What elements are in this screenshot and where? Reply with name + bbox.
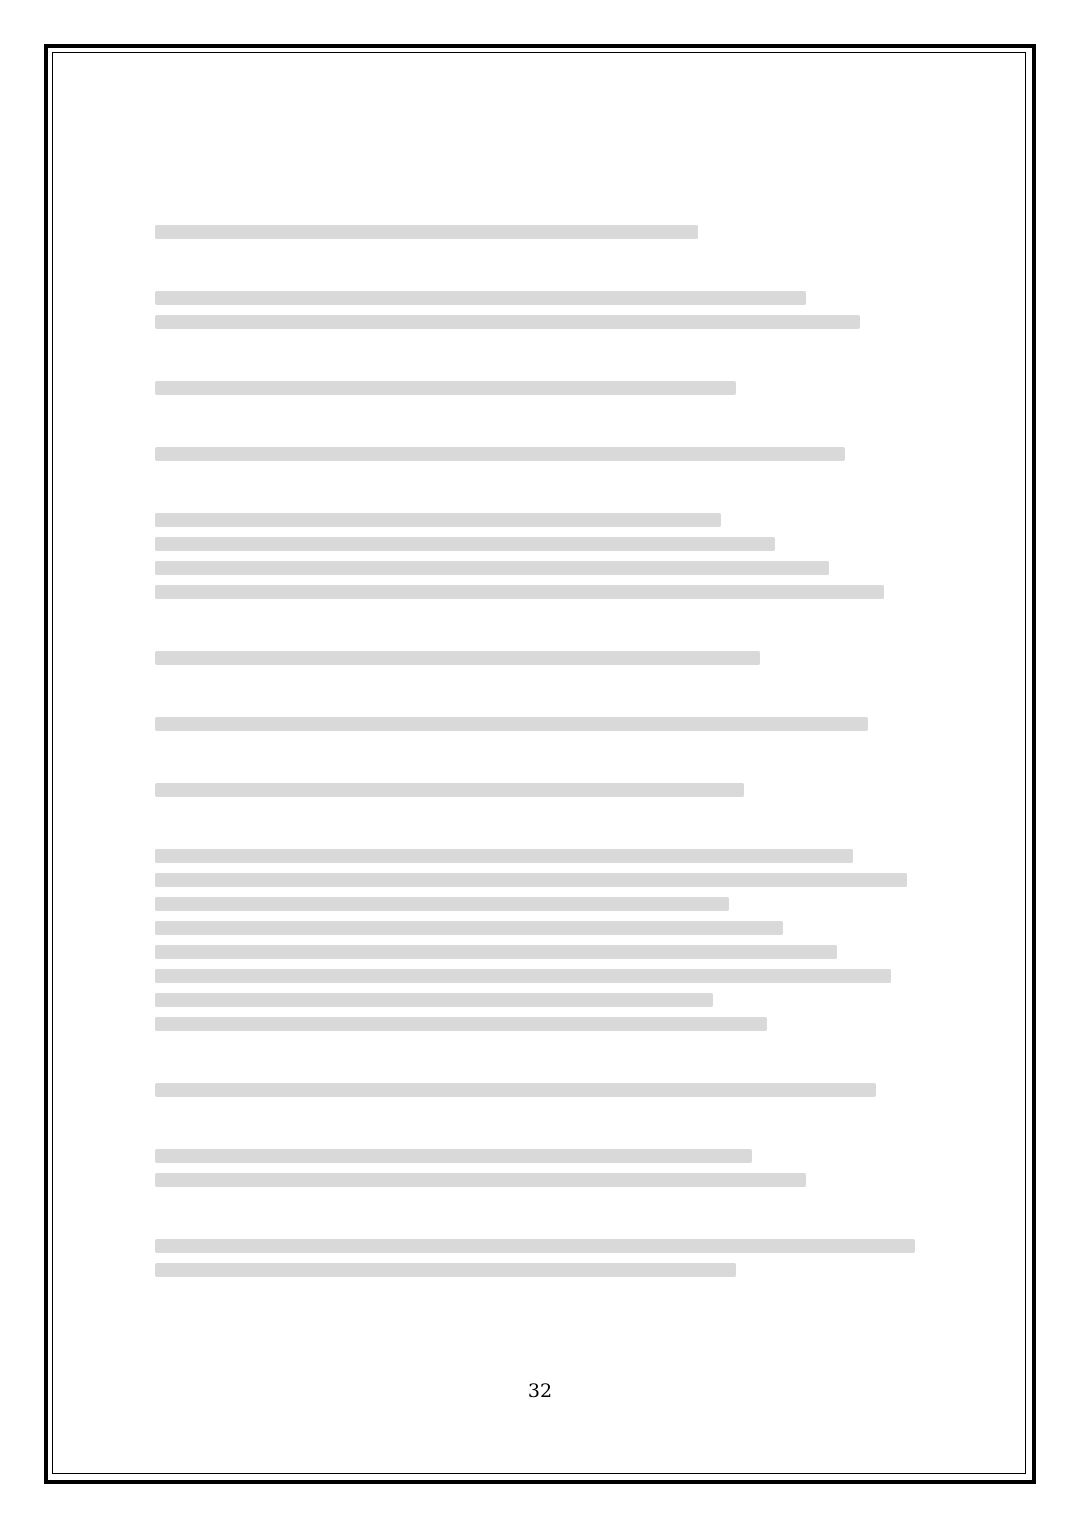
body-text-redacted [155,215,930,1286]
redacted-text-line [155,1239,915,1253]
paragraph-gap [155,740,930,773]
redacted-text-line [155,1083,876,1097]
redacted-text-line [155,945,837,959]
redacted-text-line [155,561,829,575]
redacted-text-line [155,1173,806,1187]
redacted-text-line [155,315,860,329]
redacted-text-line [155,513,721,527]
paragraph-gap [155,674,930,707]
paragraph-gap [155,404,930,437]
paragraph-gap [155,1040,930,1073]
redacted-text-line [155,537,775,551]
redacted-text-line [155,1017,767,1031]
redacted-text-line [155,585,884,599]
redacted-text-line [155,969,891,983]
paragraph-gap [155,470,930,503]
paragraph-gap [155,338,930,371]
redacted-text-line [155,225,698,239]
redacted-text-line [155,897,729,911]
redacted-text-line [155,291,806,305]
paragraph-gap [155,1106,930,1139]
redacted-text-line [155,783,744,797]
redacted-text-line [155,381,736,395]
page-number: 32 [527,1380,553,1402]
redacted-text-line [155,717,868,731]
redacted-text-line [155,993,713,1007]
redacted-text-line [155,447,845,461]
redacted-text-line [155,1149,752,1163]
redacted-text-line [155,873,907,887]
paragraph-gap [155,1196,930,1229]
redacted-text-line [155,921,783,935]
redacted-text-line [155,849,853,863]
paragraph-gap [155,806,930,839]
paragraph-gap [155,608,930,641]
redacted-text-line [155,651,760,665]
redacted-text-line [155,1263,736,1277]
paragraph-gap [155,248,930,281]
